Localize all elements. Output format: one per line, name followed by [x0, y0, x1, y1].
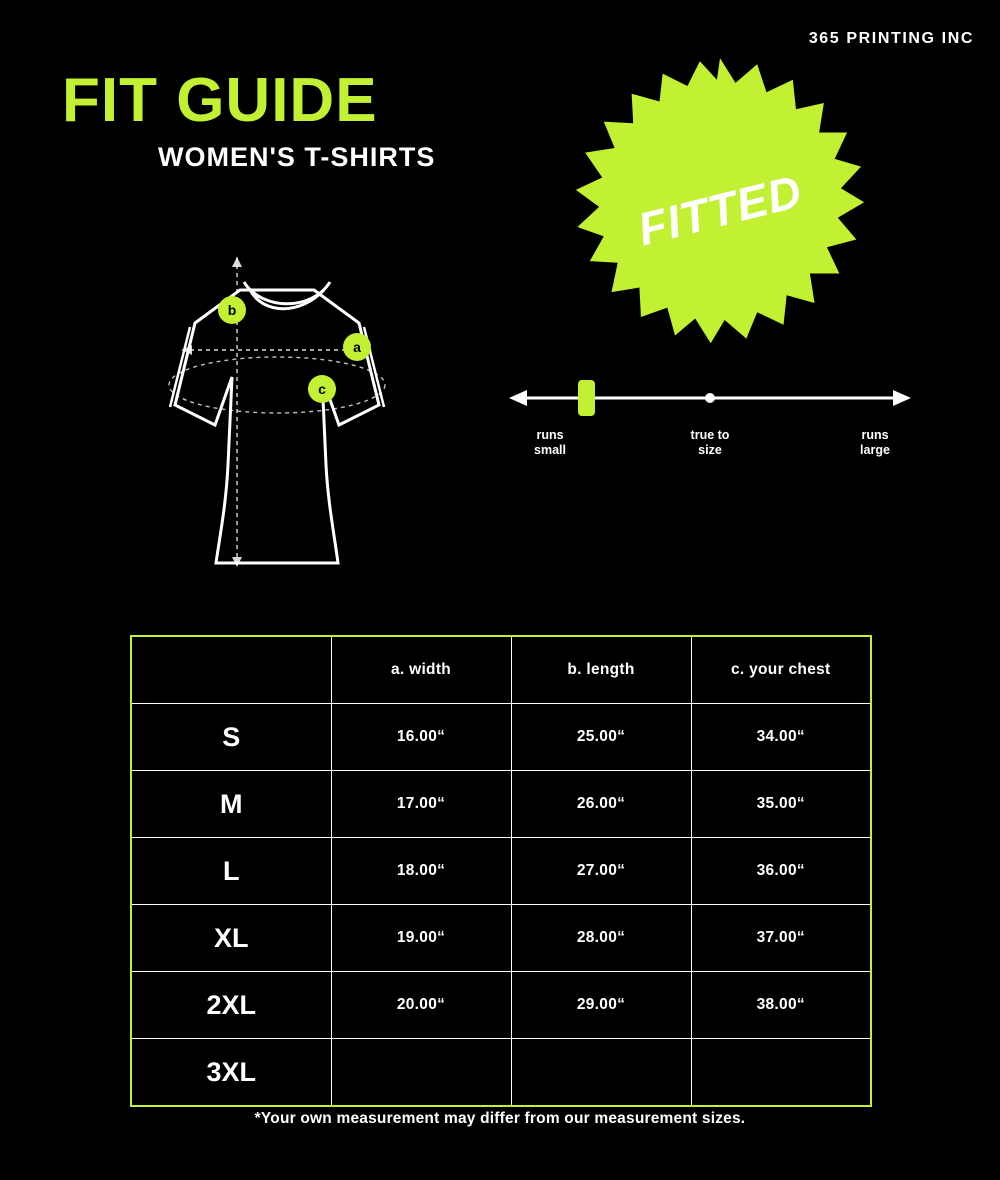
fitted-badge-label: FITTED	[632, 164, 808, 256]
table-header-blank	[131, 636, 331, 704]
marker-c: c	[308, 375, 336, 403]
row-chest: 35.00“	[691, 771, 871, 838]
row-size: 3XL	[131, 1039, 331, 1107]
row-width	[331, 1039, 511, 1107]
row-chest	[691, 1039, 871, 1107]
row-length: 28.00“	[511, 905, 691, 972]
row-width: 17.00“	[331, 771, 511, 838]
brand-name: 365 PRINTING INC	[808, 30, 974, 47]
table-row	[131, 838, 871, 905]
row-length: 25.00“	[511, 704, 691, 771]
size-table	[130, 635, 872, 1107]
tshirt-diagram	[110, 215, 490, 595]
page-title: FIT GUIDE	[62, 66, 378, 135]
row-size: M	[131, 771, 331, 838]
row-length	[511, 1039, 691, 1107]
table-header-row	[131, 636, 871, 704]
row-size: L	[131, 838, 331, 905]
footnote: *Your own measurement may differ from our measurement sizes.	[254, 1110, 746, 1127]
table-row	[131, 972, 871, 1039]
fitted-badge	[565, 55, 875, 365]
table-header-width: a. width	[331, 636, 511, 704]
row-chest: 34.00“	[691, 704, 871, 771]
scale-label-runs-small: runs small	[534, 428, 566, 457]
row-width: 18.00“	[331, 838, 511, 905]
row-chest: 36.00“	[691, 838, 871, 905]
row-size: S	[131, 704, 331, 771]
marker-b: b	[218, 296, 246, 324]
row-size: XL	[131, 905, 331, 972]
table-row	[131, 704, 871, 771]
table-header-chest: c. your chest	[691, 636, 871, 704]
table-row	[131, 1039, 871, 1107]
fit-scale-marker	[578, 380, 595, 416]
page-subtitle: WOMEN'S T-SHIRTS	[158, 142, 436, 172]
fit-scale-axis-icon	[505, 370, 915, 426]
row-width: 19.00“	[331, 905, 511, 972]
size-table-wrapper	[130, 635, 870, 1107]
row-length: 26.00“	[511, 771, 691, 838]
row-chest: 37.00“	[691, 905, 871, 972]
fit-scale	[505, 370, 915, 480]
marker-a: a	[343, 333, 371, 361]
row-length: 27.00“	[511, 838, 691, 905]
tshirt-outline-icon	[110, 215, 490, 595]
row-size: 2XL	[131, 972, 331, 1039]
table-header-length: b. length	[511, 636, 691, 704]
row-width: 20.00“	[331, 972, 511, 1039]
header-block	[62, 66, 436, 173]
row-length: 29.00“	[511, 972, 691, 1039]
table-row	[131, 905, 871, 972]
scale-label-runs-large: runs large	[860, 428, 890, 457]
scale-label-true-to-size: true to size	[690, 428, 730, 457]
table-row	[131, 771, 871, 838]
row-width: 16.00“	[331, 704, 511, 771]
row-chest: 38.00“	[691, 972, 871, 1039]
